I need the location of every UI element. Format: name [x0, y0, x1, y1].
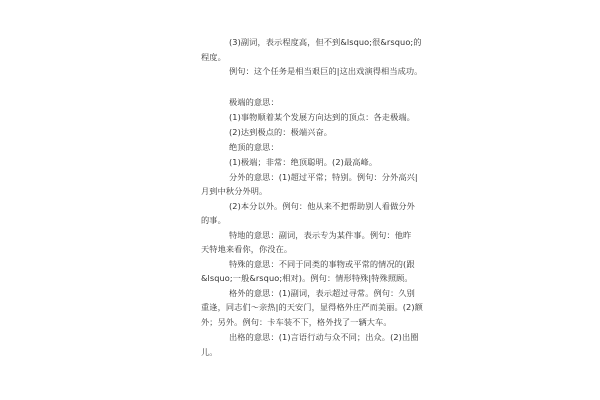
text-line: 例句：这个任务是相当艰巨的|这出戏演得相当成功。 [229, 66, 423, 76]
text-line: &lsquo;一般&rsquo;相对)。例句：情形特殊|特殊照顾。 [201, 273, 413, 283]
text-line: 天特地来看你，你没在。 [201, 244, 293, 254]
text-line: 月到中秋分外明。 [201, 186, 268, 196]
text-line: 绝顶的意思： [229, 142, 279, 152]
text-line: 极端的意思： [229, 97, 279, 107]
text-line: (1)事物顺着某个发展方向达到的顶点：各走极端。 [229, 112, 415, 122]
text-line: 重逢，同志们～亲热|的天安门，显得格外庄严而美丽。(2)额 [201, 302, 423, 312]
text-line: (2)达到极点的：极端兴奋。 [229, 127, 333, 137]
text-line: (1)极端；非常：绝顶聪明。(2)最高峰。 [229, 157, 378, 167]
text-line: 儿。 [201, 347, 218, 357]
text-line: 分外的意思：(1)超过平常；特别。例句：分外高兴| [229, 172, 418, 182]
text-line: 的事。 [201, 215, 226, 225]
text-line: (2)本分以外。例句：他从来不把帮助别人看做分外 [229, 201, 415, 211]
text-line: 出格的意思：(1)言语行动与众不同；出众。(2)出圈 [229, 332, 419, 342]
text-line: 特殊的意思：不同于同类的事物或平常的情况的(跟 [229, 259, 415, 269]
text-line: 外；另外。例句：卡车装不下，格外找了一辆大车。 [201, 317, 392, 327]
text-line: 特地的意思：副词，表示专为某件事。例句：他昨 [229, 230, 412, 240]
text-line: (3)副词，表示程度高，但不到&lsquo;很&rsquo;的 [229, 37, 422, 47]
text-line: 程度。 [201, 52, 226, 62]
text-line: 格外的意思：(1)副词，表示超过寻常。例句：久别 [229, 288, 415, 298]
